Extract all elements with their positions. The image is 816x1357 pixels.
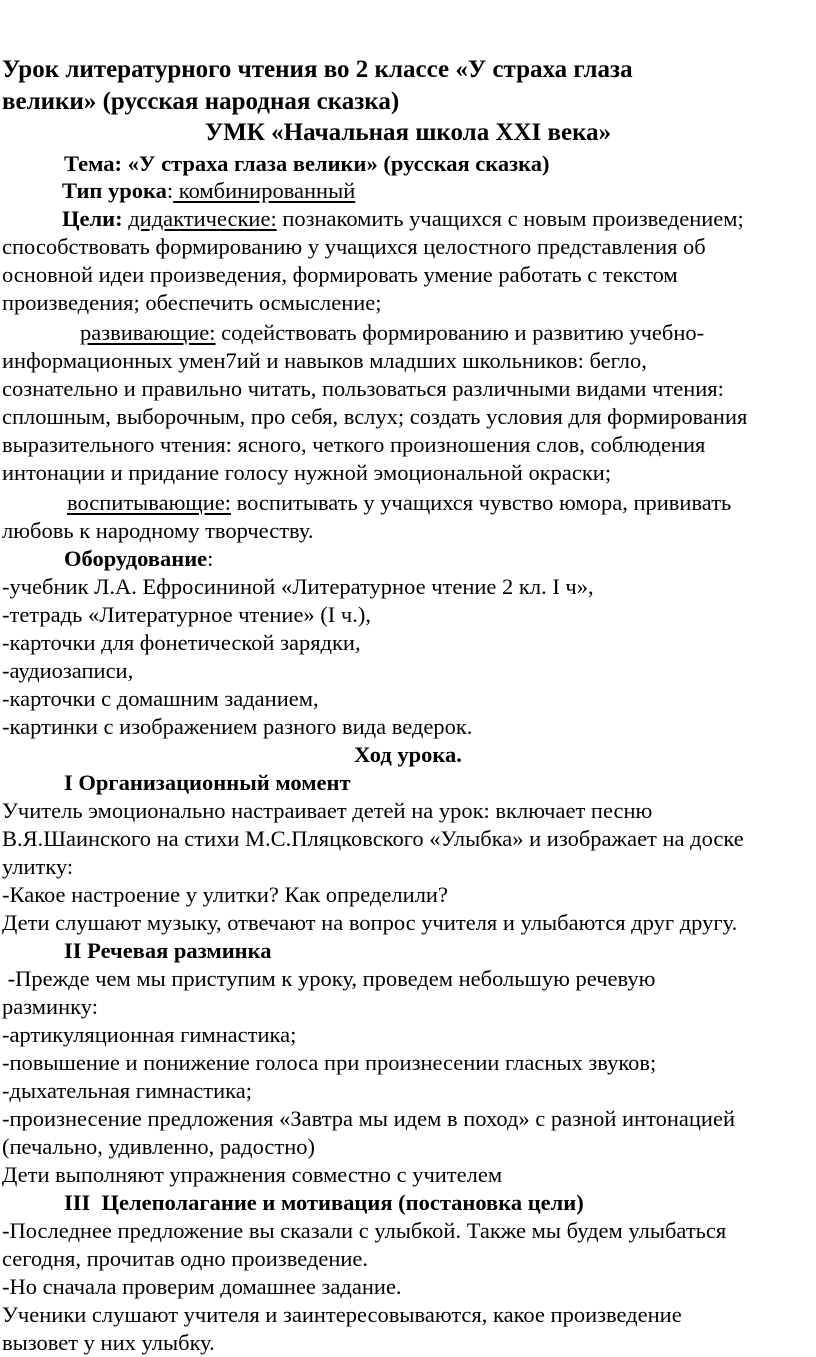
goals-line bbox=[62, 205, 744, 233]
umk-title: УМК «Начальная школа XXI века» bbox=[204, 119, 612, 146]
section-1-line: Дети слушают музыку, отвечают на вопрос учителя и улыбаются друг другу. bbox=[2, 910, 738, 935]
section-2-line: -Прежде чем мы приступим к уроку, проведем небольшую речевую bbox=[2, 966, 656, 991]
section-3-line: -Но сначала проверим домашнее задание. bbox=[2, 1274, 402, 1299]
section-1-line: -Какое настроение у улитки? Как определили? bbox=[2, 882, 448, 907]
educational-text-2: любовь к народному творчеству. bbox=[2, 518, 314, 543]
developmental-text-6: интонации и придание голосу нужной эмоциональной окраски; bbox=[2, 460, 612, 485]
equipment-label: Оборудование bbox=[64, 546, 208, 571]
lesson-progress-heading: Ход урока. bbox=[354, 742, 462, 767]
equipment-colon: : bbox=[207, 546, 214, 571]
developmental-text-5: выразительного чтения: ясного, четкого произношения слов, соблюдения bbox=[2, 432, 706, 457]
developmental-text-2: информационных умен7ий и навыков младших школьников: бегло, bbox=[2, 348, 647, 373]
section-2-heading: II Речевая разминка bbox=[64, 938, 272, 963]
section-2-line: -произнесение предложения «Завтра мы идем в поход» с разной интонацией bbox=[2, 1106, 735, 1131]
section-1-line: Учитель эмоционально настраивает детей на урок: включает песню bbox=[2, 798, 653, 823]
educational-text-1: воспитывать у учащихся чувство юмора, прививать bbox=[231, 490, 732, 515]
equipment-item: -аудиозаписи, bbox=[2, 658, 134, 683]
section-3-line: сегодня, прочитав одно произведение. bbox=[2, 1246, 369, 1271]
section-2-line: разминку: bbox=[2, 994, 98, 1019]
lesson-type-value: комбинированный bbox=[173, 178, 356, 203]
lesson-type-label: Тип урока bbox=[62, 178, 167, 203]
lesson-type-line bbox=[62, 177, 355, 205]
section-3-heading: III Целеполагание и мотивация (постановка цели) bbox=[64, 1190, 584, 1215]
section-1-line: В.Я.Шаинского на стихи М.С.Пляцковского «Улыбка» и изображает на доске bbox=[2, 826, 744, 851]
section-2-line: -дыхательная гимнастика; bbox=[2, 1078, 252, 1103]
section-1-heading: I Организационный момент bbox=[64, 770, 351, 795]
educational-label: воспитывающие: bbox=[67, 490, 232, 515]
lesson-title-line-2: велики» (русская народная сказка) bbox=[2, 88, 400, 115]
equipment-heading bbox=[64, 545, 213, 573]
topic-line: Тема: «У страха глаза велики» (русская сказка) bbox=[64, 151, 550, 176]
section-3-line: Ученики слушают учителя и заинтересовываются, какое произведение bbox=[2, 1302, 682, 1327]
didactic-text-2: способствовать формированию у учащихся целостного представления об bbox=[2, 234, 706, 259]
developmental-text-3: сознательно и правильно читать, пользоваться различными видами чтения: bbox=[2, 376, 724, 401]
didactic-text-1: познакомить учащихся с новым произведением; bbox=[276, 206, 744, 231]
educational-line bbox=[67, 489, 731, 517]
section-1-line: улитку: bbox=[2, 854, 74, 879]
didactic-label: дидактические: bbox=[128, 206, 277, 231]
section-2-line: -артикуляционная гимнастика; bbox=[2, 1022, 297, 1047]
section-2-line: Дети выполняют упражнения совместно с учителем bbox=[2, 1162, 503, 1187]
equipment-item: -картинки с изображением разного вида ведерок. bbox=[2, 714, 473, 739]
developmental-text-1: содействовать формированию и развитию учебно- bbox=[215, 320, 705, 345]
developmental-line bbox=[80, 319, 704, 347]
developmental-label: развивающие: bbox=[80, 320, 216, 345]
equipment-item: -карточки с домашним заданием, bbox=[2, 686, 319, 711]
equipment-item: -учебник Л.А. Ефросининой «Литературное чтение 2 кл. I ч», bbox=[2, 574, 594, 599]
lesson-title-line-1: Урок литературного чтения во 2 классе «У страха глаза bbox=[2, 56, 633, 83]
developmental-text-4: сплошным, выборочным, про себя, вслух; создать условия для формирования bbox=[2, 404, 748, 429]
didactic-text-3: основной идеи произведения, формировать умение работать с текстом bbox=[2, 262, 678, 287]
section-2-line: -повышение и понижение голоса при произнесении гласных звуков; bbox=[2, 1050, 657, 1075]
goals-label: Цели: bbox=[62, 206, 123, 231]
section-3-line: вызовет у них улыбку. bbox=[2, 1330, 215, 1355]
lesson-type-colon: : bbox=[166, 178, 174, 203]
didactic-text-4: произведения; обеспечить осмысление; bbox=[2, 290, 382, 315]
section-2-line: (печально, удивленно, радостно) bbox=[2, 1134, 316, 1159]
equipment-item: -тетрадь «Литературное чтение» (I ч.), bbox=[2, 602, 371, 627]
section-3-line: -Последнее предложение вы сказали с улыбкой. Также мы будем улыбаться bbox=[2, 1218, 727, 1243]
equipment-item: -карточки для фонетической зарядки, bbox=[2, 630, 361, 655]
